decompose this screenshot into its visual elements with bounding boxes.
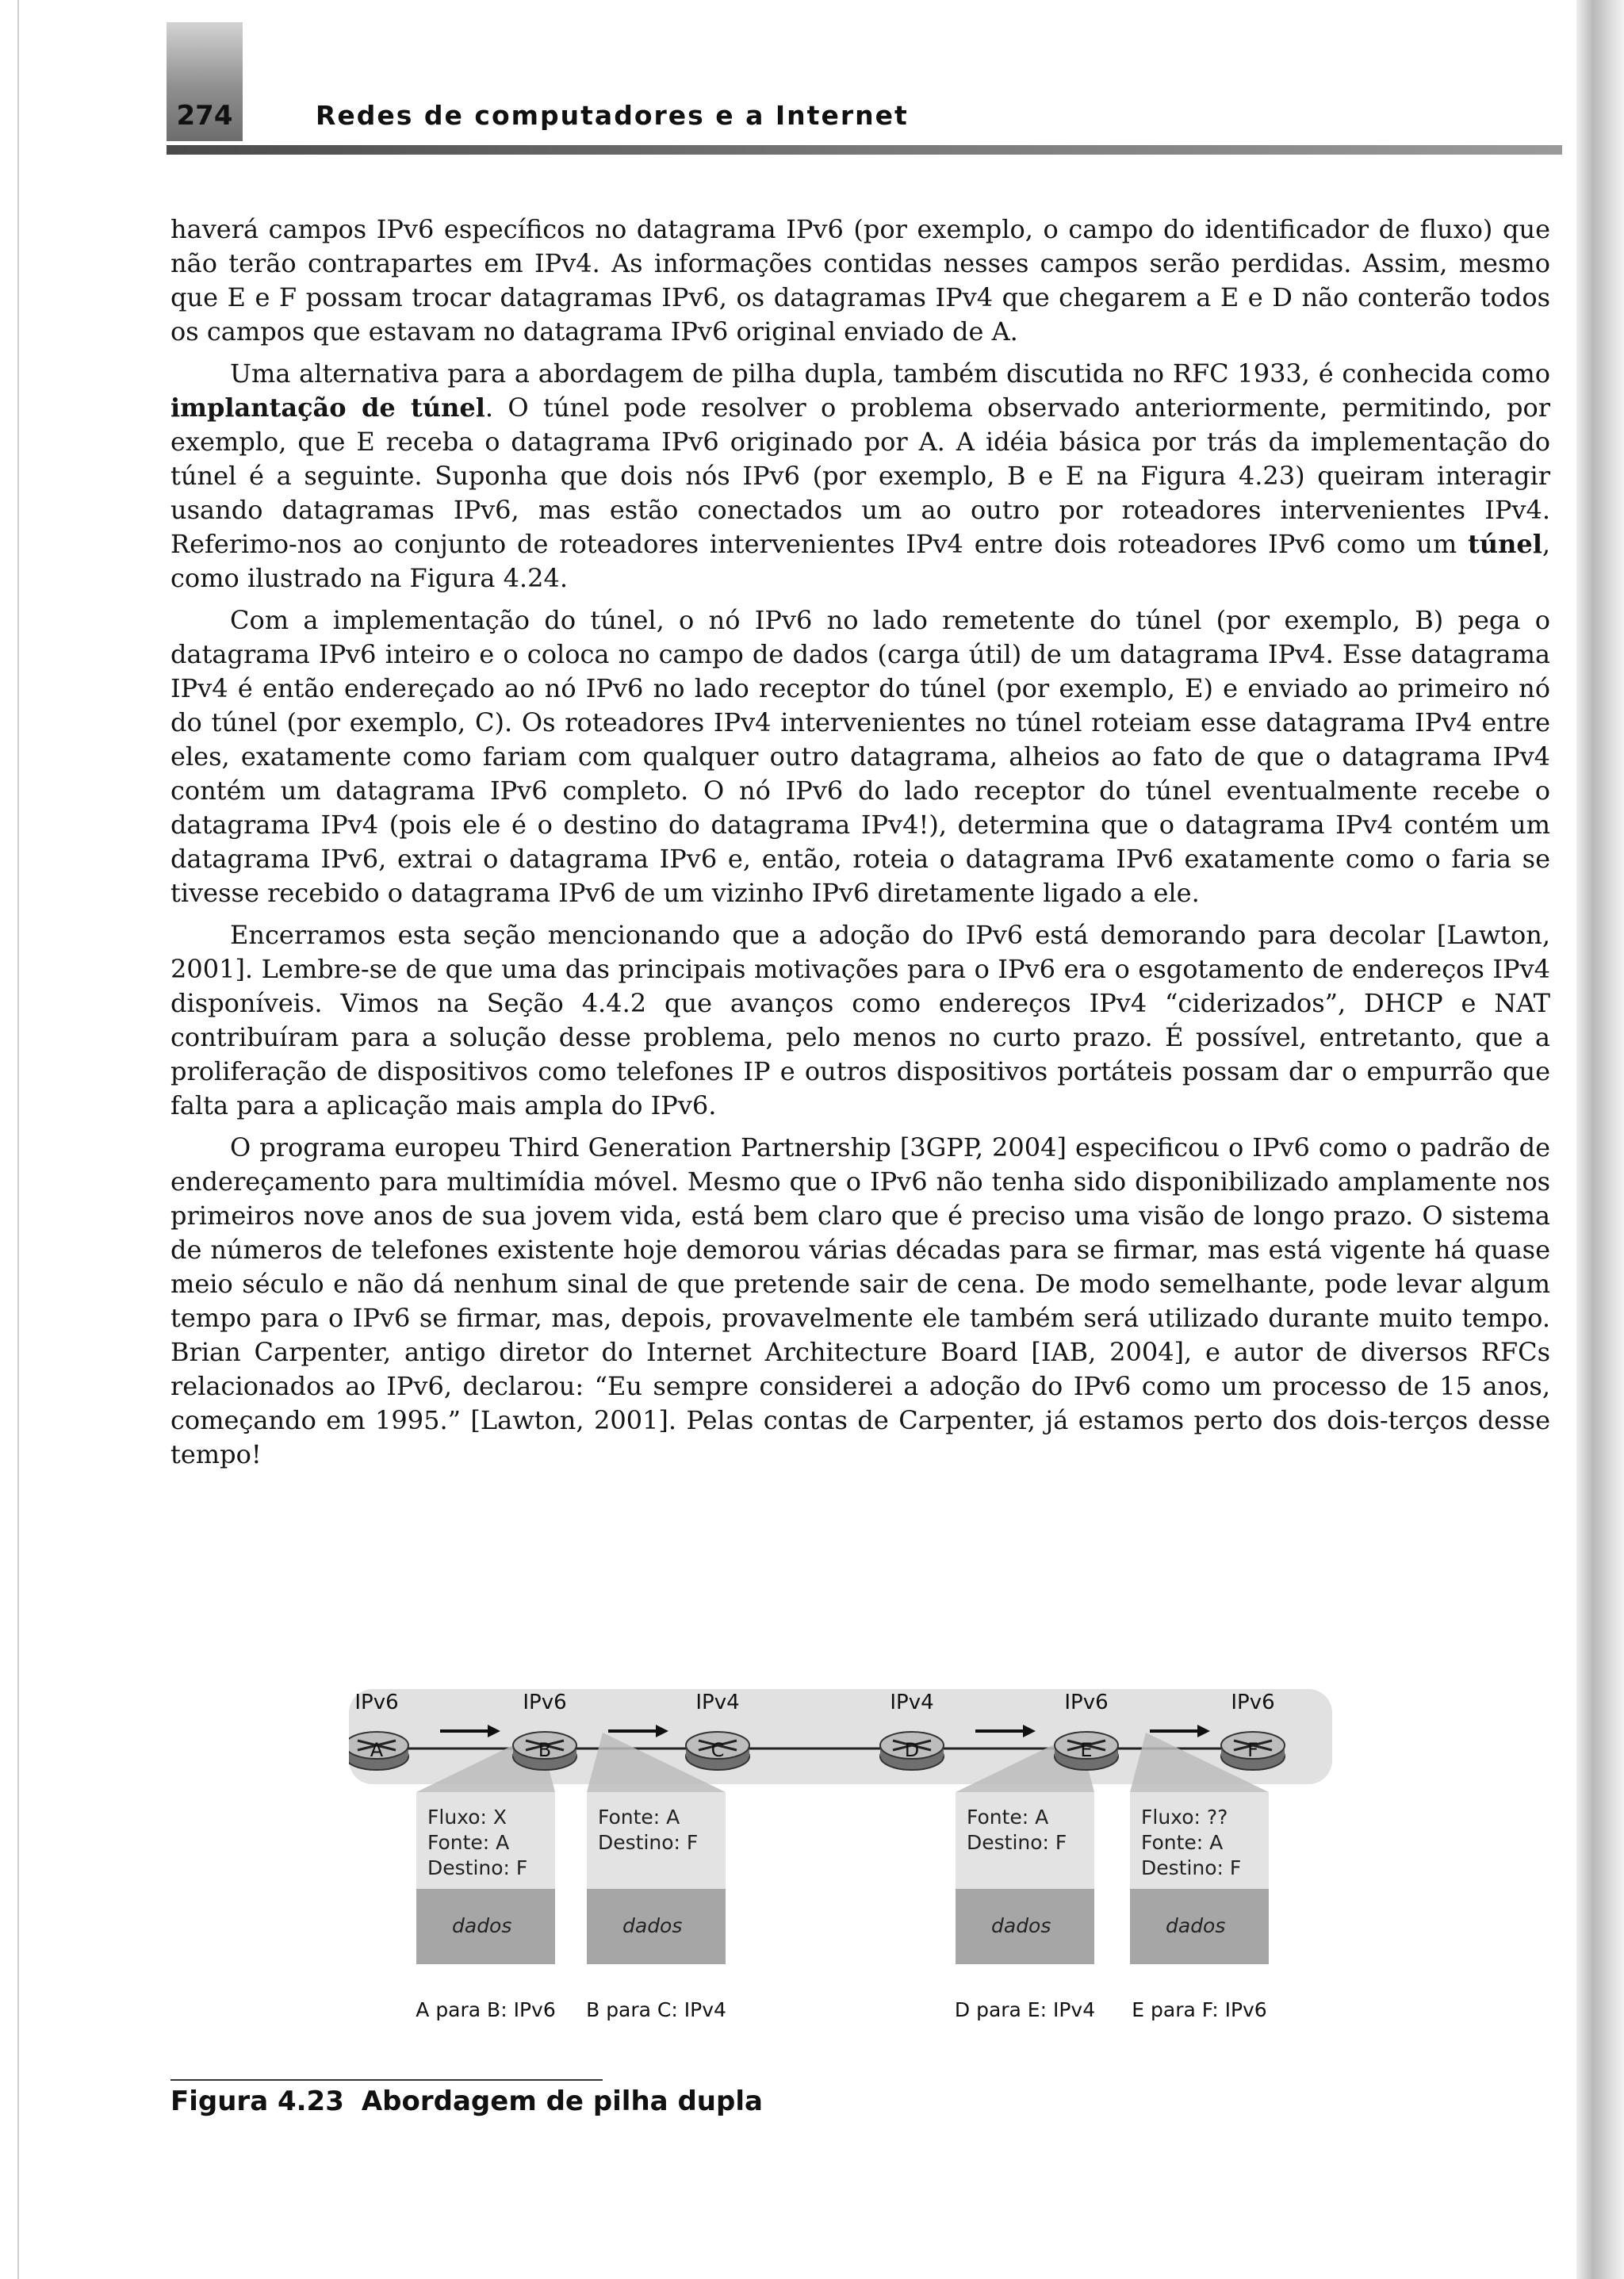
figure-dual-stack-diagram xyxy=(349,1653,1332,2058)
page-edge-shadow xyxy=(1576,0,1624,2279)
packet-caption: E para F: IPv6 xyxy=(1132,1998,1267,2021)
paragraph-1: haverá campos IPv6 específicos no datagrama IPv6 (por exemplo, o campo do identificador de fluxo) que não terão contrapartes em IPv4. As informações contidas nesses campos serão perdidas. Assim, mesmo que E e F possam trocar datagramas IPv6, os datagramas IPv4 que chegarem a E e D não conterão todos os campos que estavam no datagrama IPv6 original enviado de A. xyxy=(170,214,1550,347)
router-name-label: D xyxy=(904,1739,920,1761)
paragraph-3: Com a implementação do túnel, o nó IPv6 no lado remetente do túnel (por exemplo, B) pega o datagrama IPv6 inteiro e o coloca no campo de dados (carga útil) de um datagrama IPv4. Esse datagrama IPv4 é então endereçado ao nó IPv6 no lado receptor do túnel (por exemplo, E) e enviado ao primeiro nó do túnel (por exemplo, C). Os roteadores IPv4 intervenientes no túnel roteiam esse datagrama IPv4 entre eles, exatamente como fariam com qualquer outro datagrama, alheios ao fato de que o datagrama IPv4 contém um datagrama IPv6 completo. O nó IPv6 do lado receptor do túnel eventualmente recebe o datagrama IPv4 (pois ele é o destino do datagrama IPv4!), determina que o datagrama IPv4 contém um datagrama IPv6, extrai o datagrama IPv6 e, então, roteia o datagrama IPv6 exatamente como o faria se tivesse recebido o datagrama IPv6 de um vizinho IPv6 diretamente ligado a ele. xyxy=(170,605,1550,908)
packet-caption: D para E: IPv4 xyxy=(954,1998,1096,2021)
paragraph-2-part-a: Uma alternativa para a abordagem de pilha dupla, também discutida no RFC 1933, é conhecida como xyxy=(230,358,1550,389)
packet-header-text: Fonte: A xyxy=(598,1806,680,1829)
packet-data-text: dados xyxy=(991,1914,1051,1937)
paragraph-4: Encerramos esta seção mencionando que a adoção do IPv6 está demorando para decolar [Lawton, 2001]. Lembre-se de que uma das principais motivações para o IPv6 era o esgotamento de endereços IPv4 disponíveis. Vimos na Seção 4.4.2 que avanços como endereços IPv4 “ciderizados”, DHCP e NAT contribuíram para a solução desse problema, pelo menos no curto prazo. É possível, entretanto, que a proliferação de dispositivos como telefones IP e outros dispositivos portáteis possam dar o empurrão que falta para a aplicação mais ampla do IPv6. xyxy=(170,920,1550,1120)
term-implantacao-de-tunel: implantação de túnel xyxy=(170,393,485,423)
packet-header-text: Fluxo: X xyxy=(427,1806,507,1829)
figure-caption xyxy=(170,2086,763,2117)
packet-header-text: Fonte: A xyxy=(1141,1831,1224,1854)
paragraph-5: O programa europeu Third Generation Partnership [3GPP, 2004] especificou o IPv6 como o padrão de endereçamento para multimídia móvel. Mesmo que o IPv6 não tenha sido disponibilizado amplamente nos primeiros nove anos de sua jovem vida, está bem claro que é preciso uma visão de longo prazo. O sistema de números de telefones existente hoje demorou várias décadas para se firmar, mas está vigente há quase meio século e não dá nenhum sinal de que pretende sair de cena. De modo semelhante, pode levar algum tempo para o IPv6 se firmar, mas, depois, provavelmente ele também será utilizado durante muito tempo. Brian Carpenter, antigo diretor do Internet Architecture Board [IAB, 2004], e autor de diversos RFCs relacionados ao IPv6, declarou: “Eu sempre considerei a adoção do IPv6 como um processo de 15 anos, começando em 1995.” [Lawton, 2001]. Pelas contas de Carpenter, já estamos perto dos dois-terços desse tempo! xyxy=(170,1132,1550,1469)
router-type-label: IPv6 xyxy=(523,1691,567,1714)
packet-data-text: dados xyxy=(1166,1914,1226,1937)
packet-header-text: Destino: F xyxy=(427,1856,528,1879)
router-type-label: IPv6 xyxy=(1064,1691,1109,1714)
header-rule xyxy=(167,145,1562,155)
packet-header-text: Destino: F xyxy=(967,1831,1067,1854)
body-text xyxy=(170,213,1550,1480)
router-type-label: IPv6 xyxy=(354,1691,399,1714)
figure-caption-text: Abordagem de pilha dupla xyxy=(361,2086,763,2117)
packet-data-text: dados xyxy=(622,1914,683,1937)
figure-label: Figura 4.23 xyxy=(170,2086,344,2117)
router-name-label: C xyxy=(710,1739,725,1761)
page-left-rule xyxy=(17,0,19,2279)
packet-caption: A para B: IPv6 xyxy=(416,1998,556,2021)
router-type-label: IPv4 xyxy=(890,1691,934,1714)
packet-header-text: Destino: F xyxy=(598,1831,699,1854)
paragraph-2-part-b: . O túnel pode resolver o problema observado anteriormente, permitindo, por exemplo, que E receba o datagrama IPv6 originado por A. A idéia básica por trás da implementação do túnel é a seguinte. Suponha que dois nós IPv6 (por exemplo, B e E na Figura 4.23) queiram interagir usando datagramas IPv6, mas estão conectados um ao outro por roteadores intervenientes IPv4. Referimo-nos ao conjunto de roteadores intervenientes IPv4 entre dois roteadores IPv6 como um xyxy=(170,393,1551,559)
router-type-label: IPv6 xyxy=(1231,1691,1275,1714)
packet-header-text: Destino: F xyxy=(1141,1856,1242,1879)
router-name-label: F xyxy=(1247,1739,1258,1761)
packet-data-text: dados xyxy=(452,1914,512,1937)
router-name-label: B xyxy=(538,1739,552,1761)
packet-header-text: Fluxo: ?? xyxy=(1141,1806,1228,1829)
term-tunel: túnel xyxy=(1468,529,1542,559)
router-name-label: E xyxy=(1080,1739,1093,1761)
page-number: 274 xyxy=(176,100,233,132)
packet-header-text: Fonte: A xyxy=(427,1831,510,1854)
paragraph-2 xyxy=(170,357,1550,596)
caption-rule xyxy=(170,2079,603,2081)
running-head: Redes de computadores e a Internet xyxy=(316,100,909,131)
router-name-label: A xyxy=(370,1739,384,1761)
packet-header-text: Fonte: A xyxy=(967,1806,1049,1829)
packet-caption: B para C: IPv4 xyxy=(586,1998,726,2021)
router-type-label: IPv4 xyxy=(695,1691,740,1714)
paragraph-2-part-c: , como ilustrado na Figura 4.24. xyxy=(170,529,1551,593)
